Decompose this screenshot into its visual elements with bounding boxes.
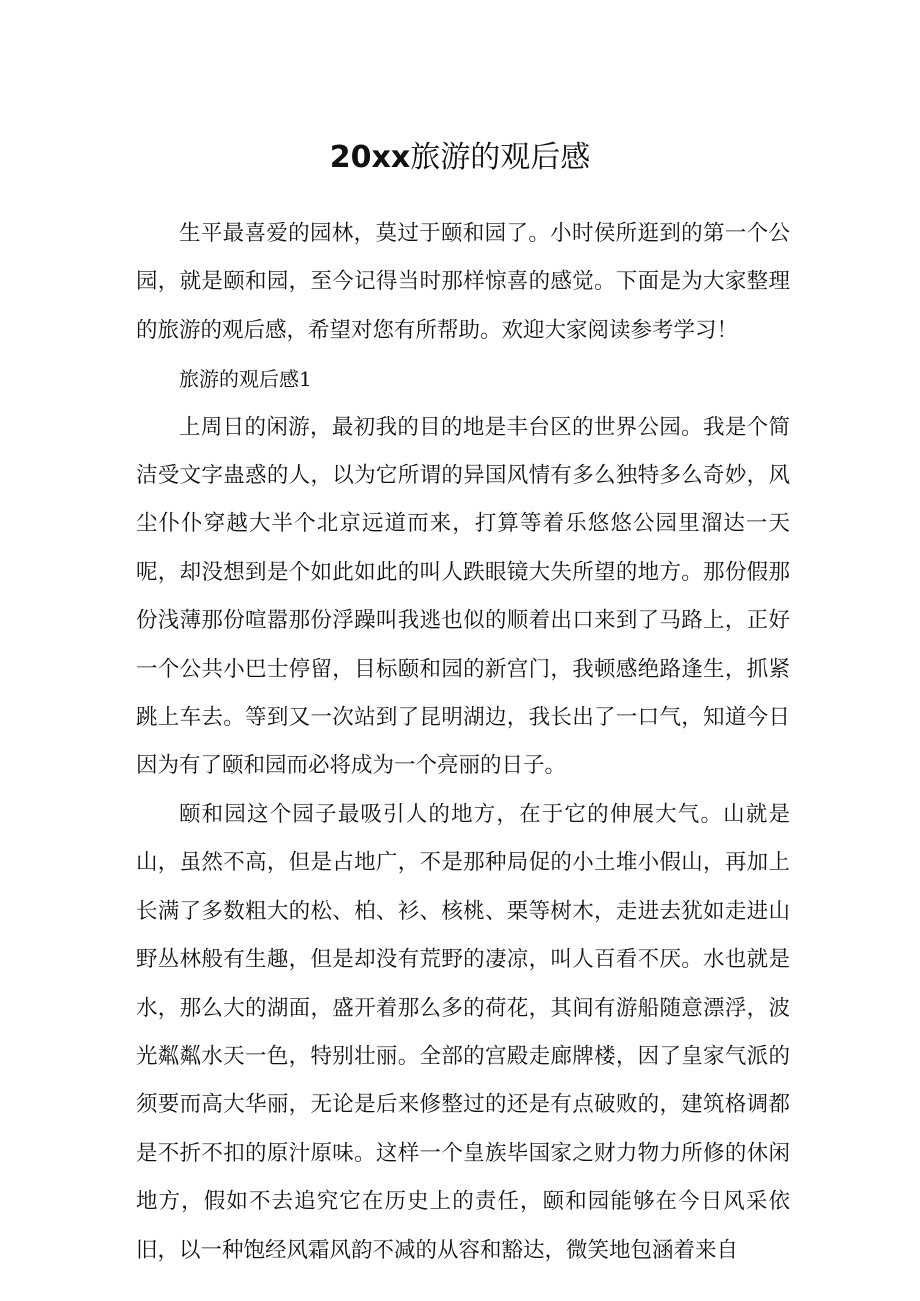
body-paragraph-2: 颐和园这个园子最吸引人的地方，在于它的伸展大气。山就是山，虽然不高，但是占地广，不是那种局促的小土堆小假山，再加上长满了多数粗大的松、柏、衫、核桃、栗等树木，走进去犹如走进山野丛林般有生趣，但是却没有荒野的凄凉，叫人百看不厌。水也就是水，那么大的湖面，盛开着那么多的荷花，其间有游船随意漂浮，波光粼粼水天一色，特别壮丽。全部的宫殿走廊牌楼，因了皇家气派的须要而高大华丽，无论是后来修整过的还是有点破败的，建筑格调都是不折不扣的原汁原味。这样一个皇族毕国家之财力物力所修的休闲地方，假如不去追究它在历史上的责任，颐和园能够在今日风采依旧，以一种饱经风霜风韵不减的从容和豁达，微笑地包涵着来自 xyxy=(136,801,790,1263)
document-body xyxy=(136,210,790,1275)
title-main: 旅游的观后感 xyxy=(410,140,591,175)
document-title xyxy=(0,138,920,178)
section-heading: 旅游的观后感1 xyxy=(179,367,312,392)
title-prefix: 20xx xyxy=(329,140,411,175)
body-paragraph-1: 上周日的闲游，最初我的目的地是丰台区的世界公园。我是个简洁受文字蛊惑的人，以为它所谓的异国风情有多么独特多么奇妙，风尘仆仆穿越大半个北京远道而来，打算等着乐悠悠公园里溜达一天呢，却没想到是个如此如此的叫人跌眼镜大失所望的地方。那份假那份浅薄那份喧嚣那份浮躁叫我逃也似的顺着出口来到了马路上，正好一个公共小巴士停留，目标颐和园的新宫门，我顿感绝路逢生，抓紧跳上车去。等到又一次站到了昆明湖边，我长出了一口气，知道今日因为有了颐和园而必将成为一个亮丽的日子。 xyxy=(136,414,790,779)
intro-paragraph: 生平最喜爱的园林，莫过于颐和园了。小时侯所逛到的第一个公园，就是颐和园，至今记得当时那样惊喜的感觉。下面是为大家整理的旅游的观后感，希望对您有所帮助。欢迎大家阅读参考学习！ xyxy=(136,221,790,343)
